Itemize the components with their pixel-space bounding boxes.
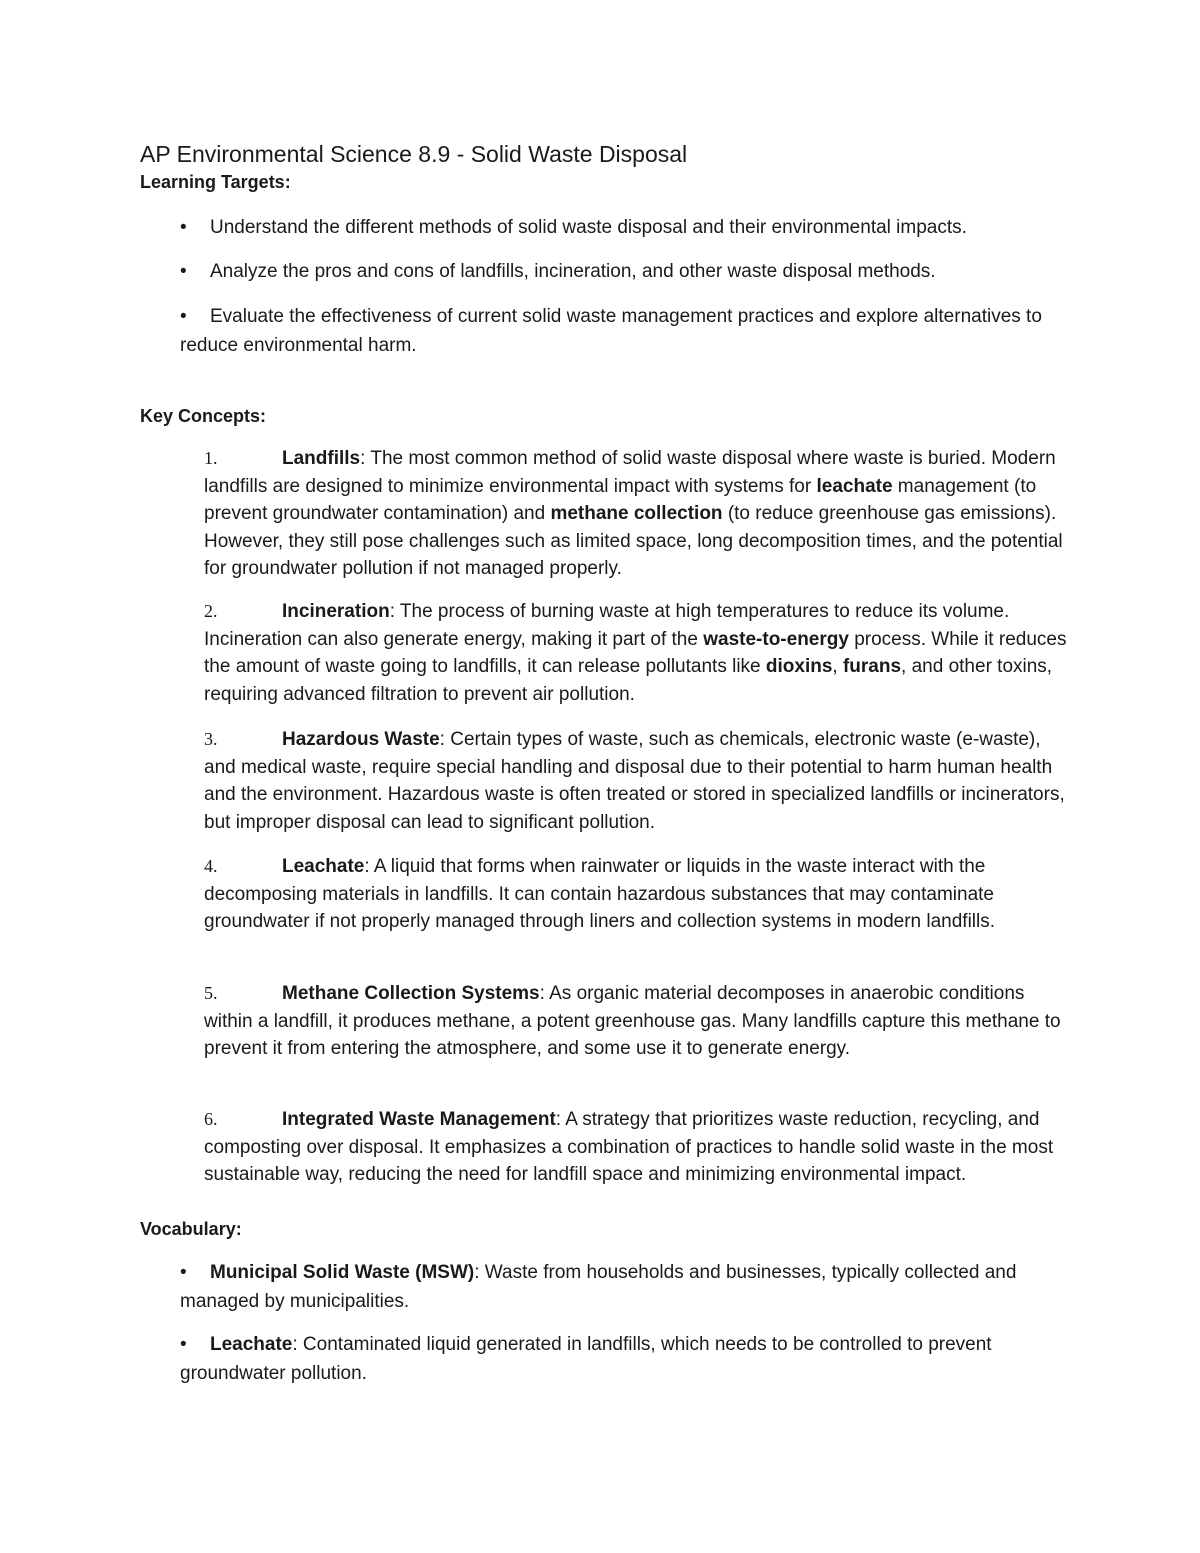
bullet-icon: • — [180, 1262, 187, 1283]
concept-term: Integrated Waste Management — [282, 1109, 556, 1130]
learning-target-item: • Analyze the pros and cons of landfills, incineration, and other waste disposal methods. — [180, 257, 1080, 286]
key-concept-item: 3. Hazardous Waste: Certain types of waste, such as chemicals, electronic waste (e-waste), and medical waste, require special handling and disposal due to their potential to harm human health and the environment. Hazardous waste is often treated or stored in specialized landfills or incinerators, but improper disposal can lead to significant pollution. — [204, 726, 1074, 836]
key-concept-item: 1. Landfills: The most common method of solid waste disposal where waste is buried. Modern landfills are designed to minimize environmental impact with systems for leachate management (to prevent groundwater contamination) and methane collection (to reduce greenhouse gas emissions). However, they still pose challenges such as limited space, long decomposition times, and the potential for groundwater pollution if not managed properly. — [204, 445, 1074, 583]
concept-number: 6. — [204, 1109, 218, 1129]
concept-number: 5. — [204, 983, 218, 1003]
concept-term: Methane Collection Systems — [282, 983, 540, 1004]
vocabulary-item: • Municipal Solid Waste (MSW): Waste from households and businesses, typically collected and managed by municipalities. — [180, 1258, 1080, 1316]
concept-number: 2. — [204, 601, 218, 621]
key-concept-item: 4. Leachate: A liquid that forms when rainwater or liquids in the waste interact with the decomposing materials in landfills. It can contain hazardous substances that may contaminate groundwater if not properly managed through liners and collection systems in modern landfills. — [204, 853, 1074, 936]
bullet-icon: • — [180, 217, 187, 238]
learning-targets-heading: Learning Targets: — [140, 172, 291, 192]
key-concept-item: 6. Integrated Waste Management: A strategy that prioritizes waste reduction, recycling, and composting over disposal. It emphasizes a combination of practices to handle solid waste in the most sustainable way, reducing the need for landfill space and minimizing environmental impact. — [204, 1106, 1074, 1189]
concept-term: Incineration — [282, 601, 390, 622]
concept-number: 3. — [204, 729, 218, 749]
key-concept-item: 2. Incineration: The process of burning waste at high temperatures to reduce its volume. Incineration can also generate energy, making it part of the waste-to-energy process. While it reduces the amount of waste going to landfills, it can release pollutants like dioxins, furans, and other toxins, requiring advanced filtration to prevent air pollution. — [204, 598, 1074, 708]
vocabulary-heading: Vocabulary: — [140, 1219, 242, 1239]
vocabulary-term: Municipal Solid Waste (MSW) — [210, 1262, 475, 1283]
concept-number: 4. — [204, 856, 218, 876]
vocabulary-term: Leachate — [210, 1334, 293, 1355]
concept-term: Landfills — [282, 448, 361, 469]
concept-term: Leachate — [282, 856, 365, 877]
document-title: AP Environmental Science 8.9 - Solid Waste Disposal — [140, 141, 688, 167]
bullet-icon: • — [180, 1334, 187, 1355]
key-concept-item: 5. Methane Collection Systems: As organic material decomposes in anaerobic conditions within a landfill, it produces methane, a potent greenhouse gas. Many landfills capture this methane to prevent it from entering the atmosphere, and some use it to generate energy. — [204, 980, 1074, 1063]
bullet-icon: • — [180, 306, 187, 327]
vocabulary-item: • Leachate: Contaminated liquid generated in landfills, which needs to be controlled to prevent groundwater pollution. — [180, 1330, 1080, 1388]
bullet-icon: • — [180, 261, 187, 282]
key-concepts-heading: Key Concepts: — [140, 406, 267, 426]
learning-target-item: • Understand the different methods of solid waste disposal and their environmental impacts. — [180, 213, 1080, 242]
concept-number: 1. — [204, 448, 218, 468]
concept-term: Hazardous Waste — [282, 729, 440, 750]
learning-target-item: • Evaluate the effectiveness of current solid waste management practices and explore alternatives to reduce environmental harm. — [180, 302, 1080, 360]
